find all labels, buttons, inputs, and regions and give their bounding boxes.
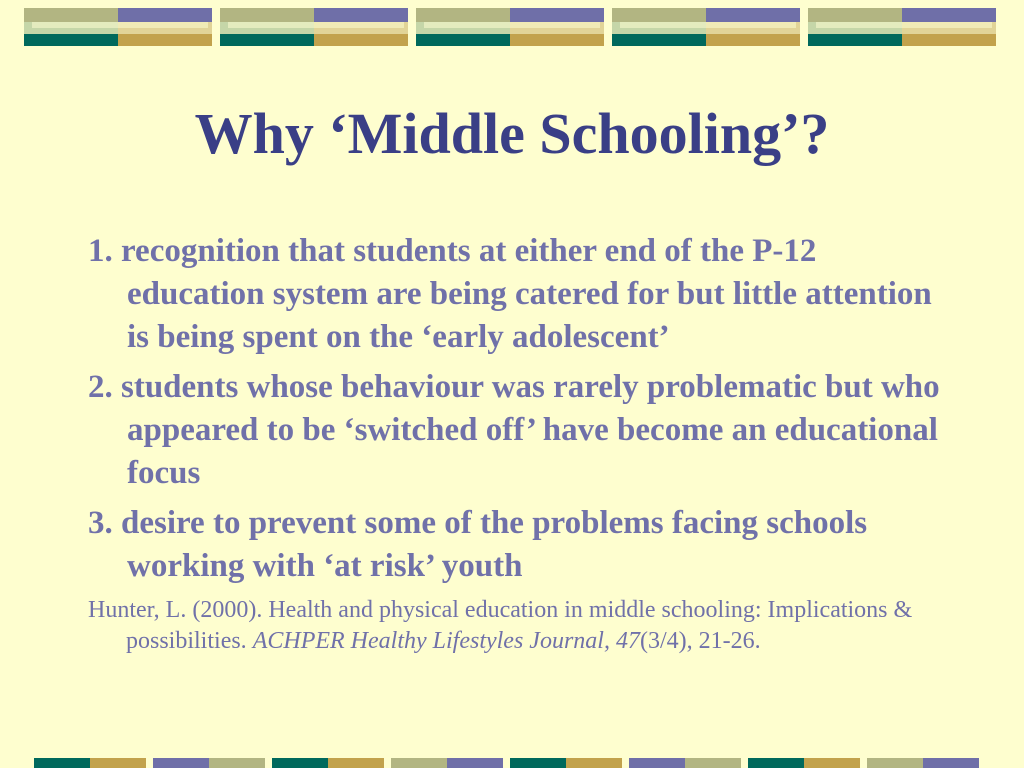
decorative-tile [808, 8, 996, 46]
decorative-tile [416, 8, 604, 46]
decorative-tile [24, 8, 212, 46]
citation-authors-title: Hunter, L. (2000). Health and physical education in middle schooling: Implications & possibilities. [88, 597, 913, 654]
citation-issue-pages: (3/4), 21-26. [639, 628, 761, 654]
bottom-decorative-band [0, 758, 1024, 768]
list-item: 3. desire to prevent some of the problems facing schools working with ‘at risk’ youth [88, 505, 868, 584]
citation-journal: ACHPER Healthy Lifestyles Journal, 47 [252, 628, 640, 654]
list-item: 2. students whose behaviour was rarely problematic but who appeared to be ‘switched off’ have become an educational focus [88, 369, 940, 491]
top-decorative-band [0, 0, 1024, 50]
slide-title: Why ‘Middle Schooling’? [194, 101, 830, 166]
citation [88, 595, 948, 657]
list-item: 1. recognition that students at either end of the P-12 education system are being catered for but little attention is being spent on the ‘early adolescent’ [88, 233, 932, 355]
slide-body [88, 230, 948, 657]
decorative-tile [220, 8, 408, 46]
decorative-tile [612, 8, 800, 46]
